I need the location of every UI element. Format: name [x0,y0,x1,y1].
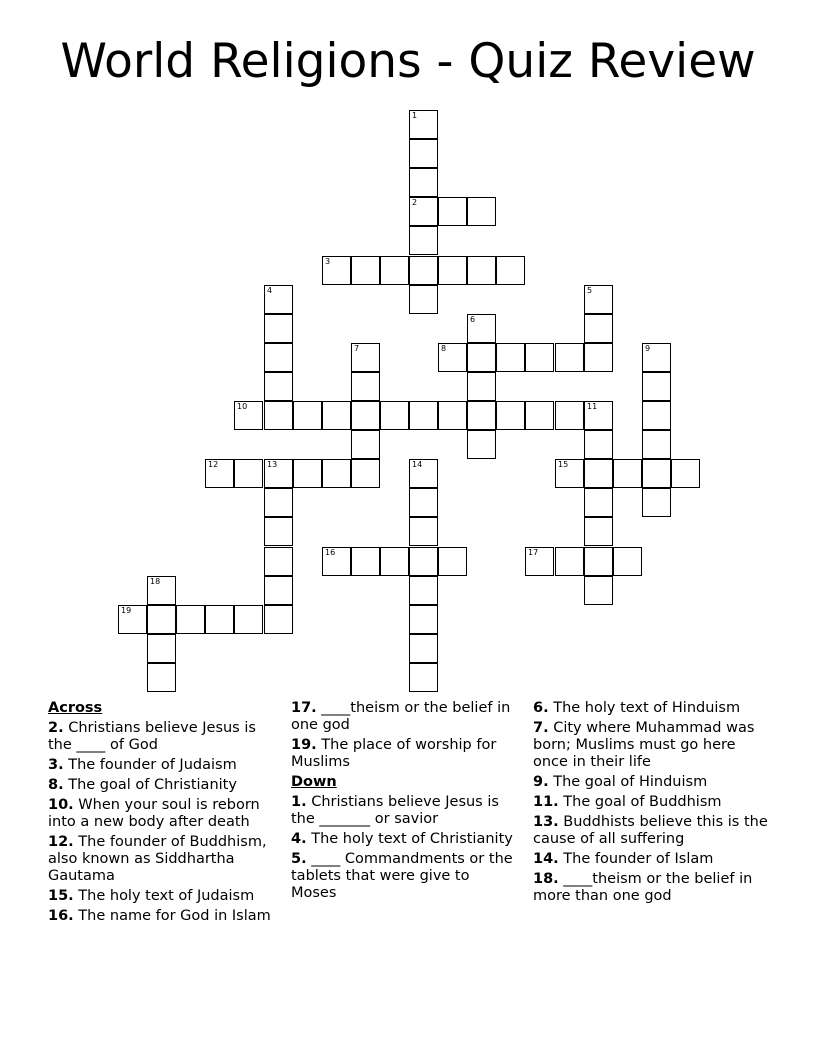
grid-cell[interactable] [409,139,438,168]
grid-cell[interactable] [584,343,613,372]
grid-cell[interactable] [264,343,293,372]
grid-cell[interactable] [467,372,496,401]
grid-cell[interactable] [409,547,438,576]
grid-cell[interactable] [642,459,671,488]
grid-cell[interactable] [380,401,409,430]
grid-cell[interactable] [584,314,613,343]
clue-down-5: 5. ____ Commandments or the tablets that were give to Moses [291,851,513,901]
grid-cell[interactable] [351,256,380,285]
clue-across-3: 3. The founder of Judaism [48,757,237,773]
cell-number: 18 [150,577,161,586]
clue-across-19: 19. The place of worship for Muslims [291,737,497,770]
grid-cell[interactable] [409,663,438,692]
grid-cell[interactable] [642,372,671,401]
grid-cell[interactable] [555,459,584,488]
cell-number: 13 [267,460,278,469]
grid-cell[interactable] [205,605,234,634]
grid-cell[interactable] [293,401,322,430]
grid-cell[interactable] [613,547,642,576]
grid-cell[interactable] [584,576,613,605]
clue-across-17: 17. ____theism or the belief in one god [291,700,511,733]
grid-cell[interactable] [380,547,409,576]
clue-down-18: 18. ____theism or the belief in more than one god [533,871,753,904]
grid-cell[interactable] [409,256,438,285]
grid-cell[interactable] [467,256,496,285]
grid-cell[interactable] [642,488,671,517]
grid-cell[interactable] [264,314,293,343]
grid-cell[interactable] [264,517,293,546]
grid-cell[interactable] [409,285,438,314]
across-header: Across [48,700,103,716]
grid-cell[interactable] [409,110,438,139]
grid-cell[interactable] [438,256,467,285]
clue-down-13: 13. Buddhists believe this is the cause of all suffering [533,814,768,847]
grid-cell[interactable] [409,576,438,605]
grid-cell[interactable] [555,343,584,372]
cell-number: 10 [237,402,248,411]
grid-cell[interactable] [205,459,234,488]
clue-down-11: 11. The goal of Buddhism [533,794,722,810]
grid-cell[interactable] [409,634,438,663]
grid-cell[interactable] [642,401,671,430]
grid-cell[interactable] [351,401,380,430]
grid-cell[interactable] [438,401,467,430]
grid-cell[interactable] [438,547,467,576]
grid-cell[interactable] [496,401,525,430]
grid-cell[interactable] [293,459,322,488]
grid-cell[interactable] [438,343,467,372]
grid-cell[interactable] [351,547,380,576]
grid-cell[interactable] [380,256,409,285]
clue-down-14: 14. The founder of Islam [533,851,714,867]
grid-cell[interactable] [584,401,613,430]
grid-cell[interactable] [147,576,176,605]
cell-number: 17 [528,548,539,557]
grid-cell[interactable] [467,401,496,430]
grid-cell[interactable] [409,197,438,226]
grid-cell[interactable] [264,576,293,605]
cell-number: 7 [354,344,360,353]
grid-cell[interactable] [525,401,554,430]
grid-cell[interactable] [555,401,584,430]
grid-cell[interactable] [322,256,351,285]
clues-column-3 [533,700,768,908]
grid-cell[interactable] [322,547,351,576]
grid-cell[interactable] [555,547,584,576]
grid-cell[interactable] [409,168,438,197]
cell-number: 4 [267,286,273,295]
grid-cell[interactable] [351,343,380,372]
grid-cell[interactable] [613,459,642,488]
grid-cell[interactable] [264,488,293,517]
grid-cell[interactable] [409,226,438,255]
grid-cell[interactable] [525,343,554,372]
cell-number: 9 [645,344,651,353]
grid-cell[interactable] [234,401,263,430]
grid-cell[interactable] [176,605,205,634]
grid-cell[interactable] [496,256,525,285]
grid-cell[interactable] [642,430,671,459]
clue-down-7: 7. City where Muhammad was born; Muslims must go here once in their life [533,720,755,770]
grid-cell[interactable] [409,459,438,488]
grid-cell[interactable] [264,372,293,401]
grid-cell[interactable] [264,547,293,576]
grid-cell[interactable] [409,401,438,430]
grid-cell[interactable] [234,605,263,634]
cell-number: 11 [587,402,598,411]
grid-cell[interactable] [496,343,525,372]
grid-cell[interactable] [409,517,438,546]
grid-cell[interactable] [264,285,293,314]
clues-column-2 [291,700,519,905]
grid-cell[interactable] [147,663,176,692]
grid-cell[interactable] [264,459,293,488]
grid-cell[interactable] [409,605,438,634]
cell-number: 19 [121,606,132,615]
page-title: World Religions - Quiz Review [60,34,756,89]
grid-cell[interactable] [467,343,496,372]
grid-cell[interactable] [147,605,176,634]
down-header: Down [291,774,337,790]
grid-cell[interactable] [147,634,176,663]
cell-number: 12 [208,460,219,469]
cell-number: 6 [470,315,476,324]
cell-number: 14 [412,460,423,469]
grid-cell[interactable] [438,197,467,226]
grid-cell[interactable] [584,488,613,517]
grid-cell[interactable] [234,459,263,488]
grid-cell[interactable] [351,430,380,459]
grid-cell[interactable] [409,488,438,517]
cell-number: 5 [587,286,593,295]
grid-cell[interactable] [467,314,496,343]
cell-number: 16 [325,548,336,557]
grid-cell[interactable] [584,430,613,459]
clues-column-1 [48,700,276,928]
grid-cell[interactable] [264,605,293,634]
grid-cell[interactable] [467,430,496,459]
grid-cell[interactable] [584,517,613,546]
cell-number: 3 [325,257,331,266]
grid-cell[interactable] [584,459,613,488]
grid-cell[interactable] [322,459,351,488]
grid-cell[interactable] [671,459,700,488]
grid-cell[interactable] [118,605,147,634]
clue-across-16: 16. The name for God in Islam [48,908,271,924]
clue-across-10: 10. When your soul is reborn into a new body after death [48,797,260,830]
clue-down-1: 1. Christians believe Jesus is the _______ or savior [291,794,499,827]
grid-cell[interactable] [467,197,496,226]
clue-across-15: 15. The holy text of Judaism [48,888,255,904]
clue-down-4: 4. The holy text of Christianity [291,831,513,847]
grid-cell[interactable] [584,547,613,576]
clue-across-2: 2. Christians believe Jesus is the ____ of God [48,720,256,753]
cell-number: 15 [558,460,569,469]
cell-number: 8 [441,344,447,353]
clue-across-12: 12. The founder of Buddhism, also known as Siddhartha Gautama [48,834,267,884]
grid-cell[interactable] [322,401,351,430]
clue-down-9: 9. The goal of Hinduism [533,774,708,790]
grid-cell[interactable] [642,343,671,372]
clue-down-6: 6. The holy text of Hinduism [533,700,741,716]
cell-number: 1 [412,111,418,120]
grid-cell[interactable] [351,372,380,401]
grid-cell[interactable] [525,547,554,576]
grid-cell[interactable] [584,285,613,314]
cell-number: 2 [412,198,418,207]
grid-cell[interactable] [351,459,380,488]
clue-across-8: 8. The goal of Christianity [48,777,237,793]
grid-cell[interactable] [264,401,293,430]
